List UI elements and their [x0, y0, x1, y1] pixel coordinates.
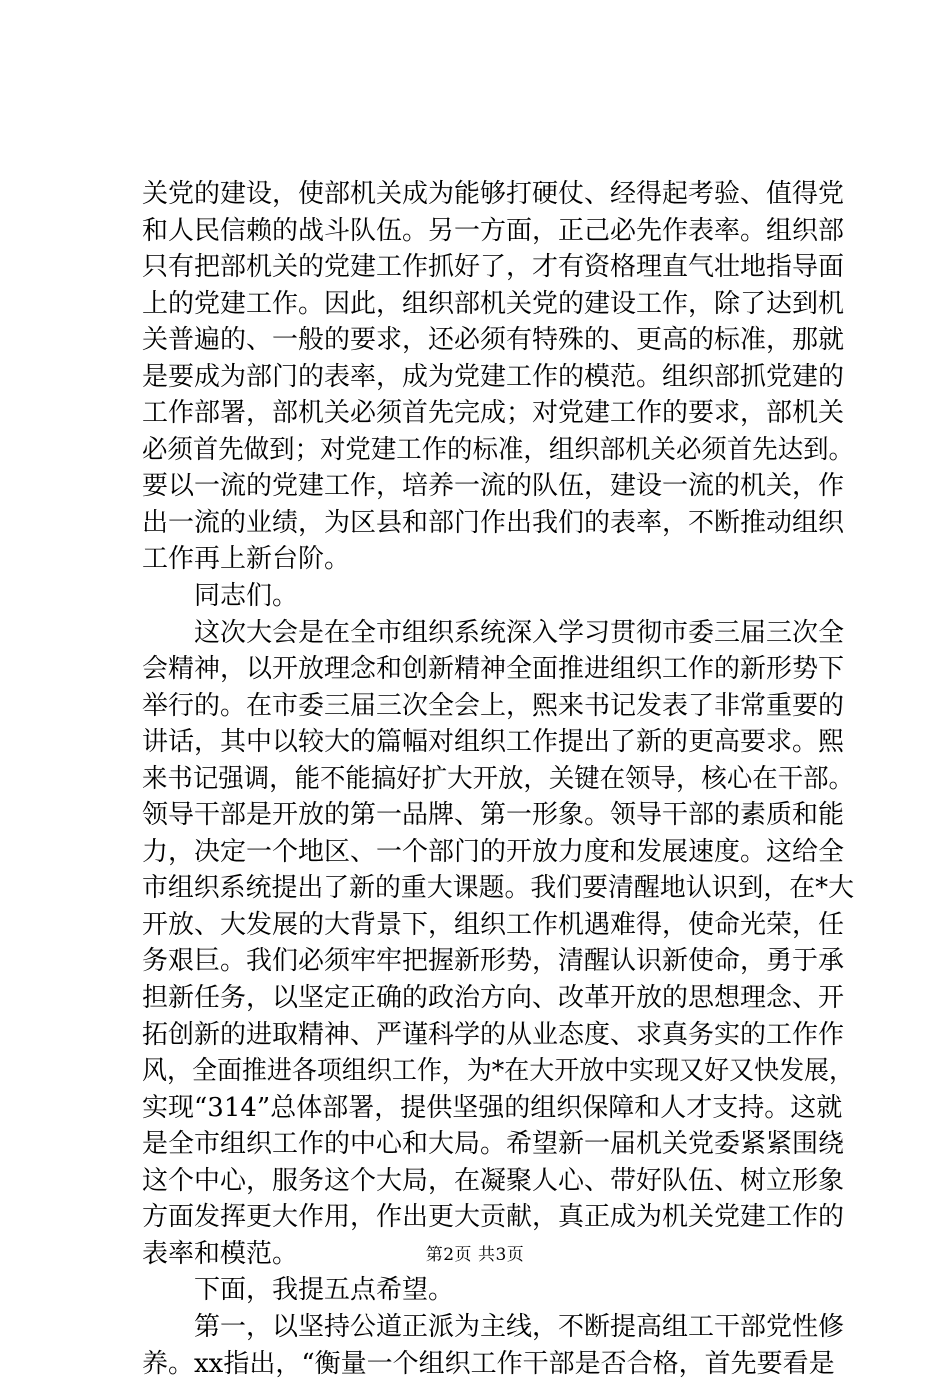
text-line: 市组织系统提出了新的重大课题。我们要清醒地认识到，在*大 — [142, 870, 839, 907]
text-line: 出一流的业绩，为区县和部门作出我们的表率，不断推动组织 — [142, 505, 842, 542]
text-line: 这个中心，服务这个大局，在凝聚人心、带好队伍、树立形象 — [142, 1163, 842, 1200]
text-line: 要以一流的党建工作，培养一流的队伍，建设一流的机关，作 — [142, 468, 842, 505]
text-line: 举行的。在市委三届三次全会上，熙来书记发表了非常重要的 — [142, 688, 842, 725]
text-line: 工作部署，部机关必须首先完成；对党建工作的要求，部机关 — [142, 395, 842, 432]
body-text — [142, 176, 842, 1382]
text-line: 来书记强调，能不能搞好扩大开放，关键在领导，核心在干部。 — [142, 761, 827, 798]
text-line: 养。xx指出，“衡量一个组织工作干部是否合格，首先要看是 — [142, 1346, 842, 1382]
text-line: 关普遍的、一般的要求，还必须有特殊的、更高的标准，那就 — [142, 322, 842, 359]
text-line: 关党的建设，使部机关成为能够打硬仗、经得起考验、值得党 — [142, 176, 842, 213]
text-line: 第一，以坚持公道正派为主线，不断提高组工干部党性修 — [142, 1309, 842, 1346]
text-line: 这次大会是在全市组织系统深入学习贯彻市委三届三次全 — [142, 615, 842, 652]
text-line: 拓创新的进取精神、严谨科学的从业态度、求真务实的工作作 — [142, 1017, 842, 1054]
text-line: 会精神，以开放理念和创新精神全面推进组织工作的新形势下 — [142, 651, 842, 688]
text-line: 表率和模范。 — [142, 1236, 842, 1273]
text-line: 开放、大发展的大背景下，组织工作机遇难得，使命光荣，任 — [142, 907, 842, 944]
text-line: 力，决定一个地区、一个部门的开放力度和发展速度。这给全 — [142, 834, 842, 871]
text-line: 风，全面推进各项组织工作，为*在大开放中实现又好又快发展， — [142, 1053, 815, 1090]
text-line: 下面，我提五点希望。 — [142, 1272, 842, 1309]
text-line: 和人民信赖的战斗队伍。另一方面，正己必先作表率。组织部 — [142, 213, 842, 250]
text-line: 上的党建工作。因此，组织部机关党的建设工作，除了达到机 — [142, 286, 842, 323]
text-line: 讲话，其中以较大的篇幅对组织工作提出了新的更高要求。熙 — [142, 724, 842, 761]
text-line: 是全市组织工作的中心和大局。希望新一届机关党委紧紧围绕 — [142, 1126, 842, 1163]
text-line: 领导干部是开放的第一品牌、第一形象。领导干部的素质和能 — [142, 797, 842, 834]
text-line: 同志们。 — [142, 578, 842, 615]
text-line: 必须首先做到；对党建工作的标准，组织部机关必须首先达到。 — [142, 432, 827, 469]
text-line: 实现“314”总体部署，提供坚强的组织保障和人才支持。这就 — [142, 1090, 842, 1127]
text-line: 务艰巨。我们必须牢牢把握新形势，清醒认识新使命，勇于承 — [142, 943, 842, 980]
page-footer — [0, 1244, 950, 1266]
text-line: 工作再上新台阶。 — [142, 541, 842, 578]
text-line: 只有把部机关的党建工作抓好了，才有资格理直气壮地指导面 — [142, 249, 842, 286]
text-line: 方面发挥更大作用，作出更大贡献，真正成为机关党建工作的 — [142, 1199, 842, 1236]
text-line: 担新任务，以坚定正确的政治方向、改革开放的思想理念、开 — [142, 980, 842, 1017]
text-line: 是要成为部门的表率，成为党建工作的模范。组织部抓党建的 — [142, 359, 842, 396]
page-number-label: 第2页 共3页 — [426, 1245, 525, 1265]
